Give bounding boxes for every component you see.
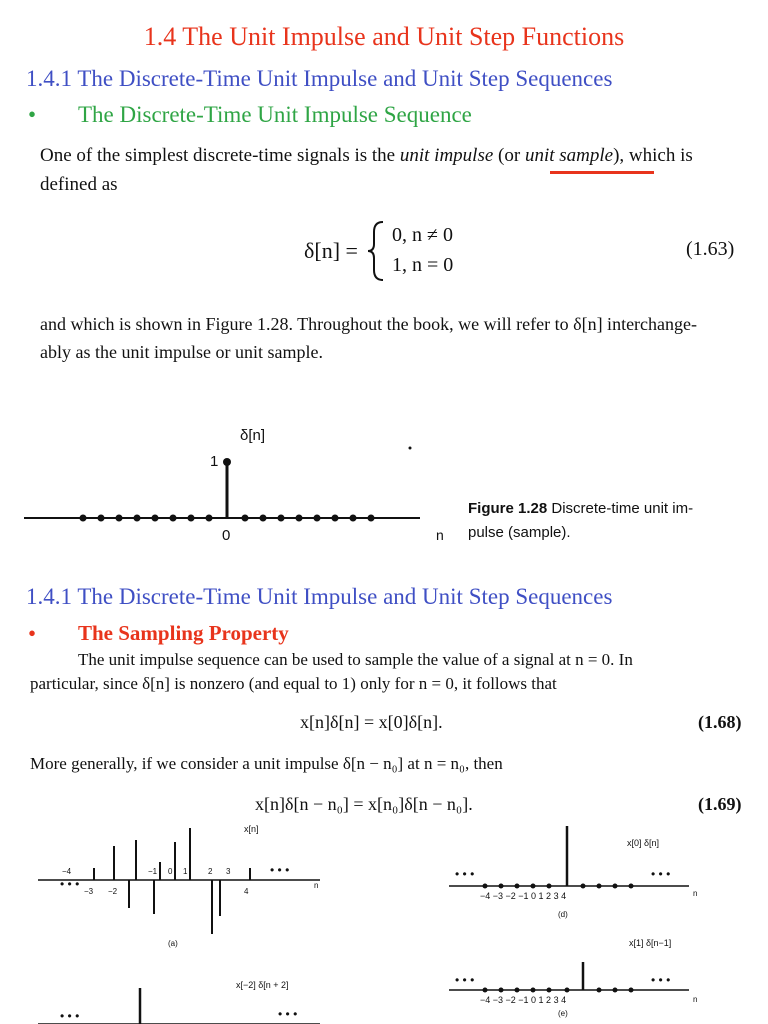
section-heading: 1.4.1 The Discrete-Time Unit Impulse and Unit Step Sequences [26, 66, 613, 91]
sample-dot [350, 515, 357, 522]
impulse-marker [223, 458, 231, 466]
equation: x[n]δ[n] = x[0]δ[n]. [300, 712, 443, 732]
plot-label: x[n] [244, 824, 259, 834]
figure-d-plot [445, 820, 725, 930]
ellipsis: • • • [60, 1009, 80, 1023]
figure-caption: (e) [558, 1009, 568, 1018]
sample-dot [188, 515, 195, 522]
ellipsis: • • • [278, 1007, 298, 1021]
sample-dot [629, 884, 634, 889]
emphasis-text-underlined: unit sample [524, 145, 614, 166]
sample-dot [296, 515, 303, 522]
figure-b-plot [30, 972, 330, 1024]
tick-label: −3 [84, 887, 94, 896]
sample-dot [368, 515, 375, 522]
equation: x[n]δ[n − n₀] = x[n₀]δ[n − n₀]. [255, 794, 473, 814]
equation-case: 0, n ≠ 0 [392, 224, 453, 246]
figure-a-plot [30, 818, 330, 954]
plot-label: x[1] δ[n−1] [629, 938, 672, 948]
sample-dot [116, 515, 123, 522]
ellipsis: • • • [455, 973, 475, 987]
plot-label: x[0] δ[n] [627, 838, 660, 848]
left-brace [366, 220, 388, 282]
sample-dot [581, 884, 586, 889]
sample-dot [499, 884, 504, 889]
text-run: ), which is [613, 145, 693, 166]
axis-label: n [693, 889, 698, 898]
figure-caption [468, 500, 693, 517]
sample-dot [332, 515, 339, 522]
figure-caption-line2: pulse (sample). [468, 524, 571, 541]
tick-label: 1 [210, 453, 219, 470]
paragraph-line [40, 145, 693, 167]
sample-dot [515, 884, 520, 889]
ellipsis: • • • [60, 877, 80, 891]
sample-dot [242, 515, 249, 522]
sample-dot [531, 988, 536, 993]
equation-number: (1.63) [686, 238, 735, 260]
tick-label: 1 [183, 867, 188, 876]
paragraph-line: More generally, if we consider a unit impulse δ[n − n₀] at n = n₀, then [30, 754, 503, 773]
tick-label: 2 [208, 867, 213, 876]
plot-label: x[−2] δ[n + 2] [236, 980, 289, 990]
bullet-marker: • [28, 102, 37, 127]
sample-dot [170, 515, 177, 522]
sample-dot [152, 515, 159, 522]
sample-dot [483, 988, 488, 993]
tick-label: 3 [226, 867, 231, 876]
tick-label: −1 [148, 867, 158, 876]
sample-dot [565, 988, 570, 993]
sample-dot [547, 988, 552, 993]
sample-dot [278, 515, 285, 522]
figure-number: Figure 1.28 [468, 500, 548, 517]
sample-dot [206, 515, 213, 522]
sample-dot [260, 515, 267, 522]
sample-dot [597, 884, 602, 889]
ellipsis: • • • [651, 867, 671, 881]
sample-dot [98, 515, 105, 522]
tick-labels: −4 −3 −2 −1 0 1 2 3 4 [480, 995, 567, 1005]
equation-number: (1.69) [698, 794, 742, 814]
axis-label: n [436, 527, 444, 543]
sample-dot [597, 988, 602, 993]
text-run: (or [493, 145, 525, 166]
sample-dot [531, 884, 536, 889]
sample-dot [499, 988, 504, 993]
sample-dot [314, 515, 321, 522]
bullet-heading: The Discrete-Time Unit Impulse Sequence [78, 102, 472, 127]
paragraph-line: particular, since δ[n] is nonzero (and equal to 1) only for n = 0, it follows that [30, 674, 557, 693]
caption-text: Discrete-time unit im- [547, 500, 694, 517]
tick-label: 4 [244, 887, 249, 896]
sample-dot [613, 988, 618, 993]
signal-samples [62, 828, 250, 934]
section-heading: 1.4.1 The Discrete-Time Unit Impulse and Unit Step Sequences [26, 584, 613, 609]
paragraph-line: and which is shown in Figure 1.28. Throughout the book, we will refer to δ[n] interchange- [40, 314, 698, 334]
figure-1-28-plot [0, 410, 460, 550]
tick-label: −4 [62, 867, 72, 876]
bullet-marker: • [28, 621, 37, 646]
sample-dot [134, 515, 141, 522]
sample-dot [629, 988, 634, 993]
paragraph-line: ably as the unit impulse or unit sample. [40, 342, 323, 362]
tick-labels: −4 −3 −2 −1 0 1 2 3 4 [480, 891, 567, 901]
paragraph-line: defined as [40, 174, 118, 195]
paragraph-line: The unit impulse sequence can be used to sample the value of a signal at n = 0. In [78, 650, 633, 669]
tick-label: 0 [168, 867, 173, 876]
sample-dot [613, 884, 618, 889]
equation-lhs: δ[n] = [304, 238, 358, 263]
equation-case: 1, n = 0 [392, 254, 454, 276]
ellipsis: • • • [270, 863, 290, 877]
ellipsis: • • • [455, 867, 475, 881]
tick-label: −2 [108, 887, 118, 896]
figure-e-plot [445, 930, 725, 1024]
red-underline [550, 171, 654, 174]
speck [409, 447, 412, 450]
equation-number: (1.68) [698, 712, 742, 732]
sample-dot [80, 515, 87, 522]
figure-caption: (d) [558, 910, 568, 919]
ellipsis: • • • [651, 973, 671, 987]
axis-label: n [693, 995, 698, 1004]
sample-dot [483, 884, 488, 889]
axis-label: n [314, 881, 319, 890]
figure-caption: (a) [168, 939, 178, 948]
text-run: One of the simplest discrete-time signals is the [40, 145, 400, 166]
emphasis-text: unit impulse [399, 145, 494, 166]
tick-label: 0 [222, 527, 231, 544]
page-title: 1.4 The Unit Impulse and Unit Step Functions [143, 22, 625, 51]
axis-label: δ[n] [240, 427, 266, 444]
bullet-heading: The Sampling Property [78, 621, 289, 645]
sample-dot [547, 884, 552, 889]
sample-dot [515, 988, 520, 993]
